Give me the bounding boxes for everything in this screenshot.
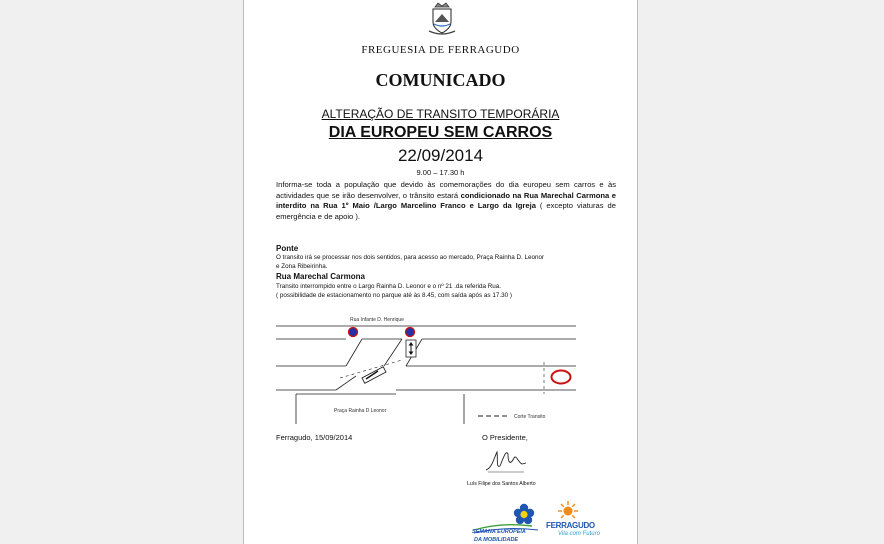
rua-line-2: ( possibilidade de estacionamento no parque até às 8.45, com saída após as 17.30 ) <box>276 292 512 299</box>
square-label: Praça Rainha D Leonor <box>334 408 387 414</box>
rua-heading: Rua Marechal Carmona <box>276 272 365 281</box>
ferragudo-slogan: Vila com Futuro <box>558 531 600 537</box>
no-parking-sign-icon <box>349 328 358 337</box>
mobility-week-line-2: DA MOBILIDADE <box>474 537 519 543</box>
rua-line-1: Transito interrompido entre o Largo Rainha D. Leonor e o nº 21 .da referida Rua. <box>276 283 502 290</box>
street-label: Rua Infante D. Henrique <box>350 317 404 323</box>
two-way-traffic-sign-icon <box>406 340 416 357</box>
document-page <box>243 0 638 544</box>
intro-text-1: Informa-se toda a população que devido às comemorações do dia europeu sem carros e às actividades que se irão desenvolver, o trânsito estará <box>276 180 616 200</box>
event-name: DIA EUROPEU SEM CARROS <box>328 124 553 141</box>
ponte-line-1: O transito irá se processar nos dois sentidos, para acesso ao mercado, Praça Rainha D. Leonor <box>276 254 545 261</box>
intro-text-2: ( excepto viaturas de emergência e de apoio ). <box>276 201 616 221</box>
traffic-diagram <box>274 312 584 424</box>
ferragudo-logo <box>546 500 616 544</box>
event-date: 22/09/2014 <box>397 146 484 165</box>
intro-paragraph <box>276 180 616 222</box>
parish-coat-of-arms-icon <box>427 2 457 36</box>
parish-name: FREGUESIA DE FERRAGUDO <box>361 44 520 56</box>
intro-text-bold: condicionado na Rua Marechal Carmona e interdito na Rua 1º Maio /Largo Marcelino Franco e Largo da Igreja <box>276 190 616 210</box>
legend-label: Corte Transito <box>514 414 546 420</box>
president-role: O Presidente, <box>482 433 528 442</box>
place-date: Ferragudo, 15/09/2014 <box>276 433 353 442</box>
notice-subtitle: ALTERAÇÃO DE TRANSITO TEMPORÁRIA <box>321 107 560 121</box>
no-parking-sign-icon <box>406 328 415 337</box>
president-name: Luís Filipe dos Santos Alberto <box>467 481 536 487</box>
event-hours: 9.00 – 17.30 h <box>416 168 465 177</box>
document-title: COMUNICADO <box>375 70 506 90</box>
signature-icon <box>484 446 528 474</box>
road-closed-sign-icon <box>552 371 571 384</box>
ponte-line-2: e Zona Ribeirinha. <box>276 263 328 270</box>
ferragudo-brand: FERRAGUDO <box>546 521 595 530</box>
mobility-week-line-1: SEMANA EUROPEIA <box>472 529 526 535</box>
european-mobility-week-logo <box>472 500 548 544</box>
ponte-heading: Ponte <box>276 244 299 253</box>
road-arrow-icon <box>362 367 386 384</box>
